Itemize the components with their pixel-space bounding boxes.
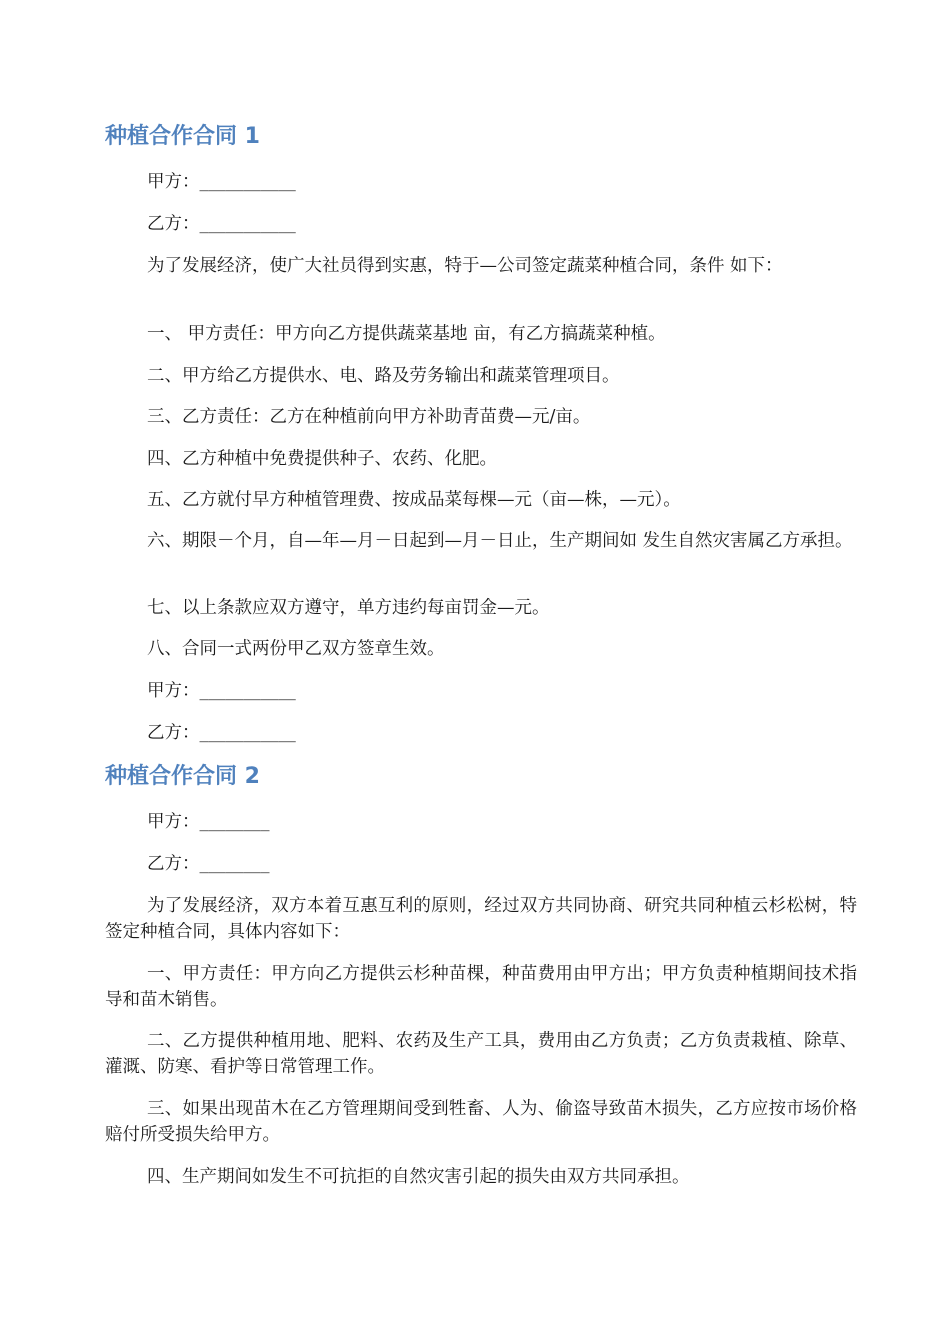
contract-2-clause-3: 三、如果出现苗木在乙方管理期间受到牲畜、人为、偷盗导致苗木损失，乙方应按市场价格赔付所受损失给甲方。 bbox=[105, 1099, 857, 1145]
contract-1-clause-3: 三、乙方责任：乙方在种植前向甲方补助青苗费—元/亩。 bbox=[147, 407, 591, 427]
contract-1-party-b: 乙方：___________ bbox=[147, 214, 296, 234]
contract-1-clause-7: 七、以上条款应双方遵守，单方违约每亩罚金—元。 bbox=[147, 598, 550, 618]
contract-1-clause-4: 四、乙方种植中免费提供种子、农药、化肥。 bbox=[147, 449, 497, 469]
contract-1-clause-2: 二、甲方给乙方提供水、电、路及劳务输出和蔬菜管理项目。 bbox=[147, 366, 620, 386]
contract-1-clause-1: 一、 甲方责任：甲方向乙方提供蔬菜基地 亩，有乙方搞蔬菜种植。 bbox=[147, 324, 666, 344]
contract-1-party-a: 甲方：___________ bbox=[147, 172, 296, 192]
contract-2-clause-1: 一、甲方责任：甲方向乙方提供云杉种苗棵，种苗费用由甲方出；甲方负责种植期间技术指导和苗木销售。 bbox=[105, 964, 857, 1010]
contract-2-title: 种植合作合同 2 bbox=[105, 764, 260, 789]
contract-1-intro: 为了发展经济，使广大社员得到实惠，特于—公司签定蔬菜种植合同，条件 如下： bbox=[147, 256, 783, 276]
contract-2-party-b: 乙方：________ bbox=[147, 854, 270, 874]
contract-2-clause-4: 四、生产期间如发生不可抗拒的自然灾害引起的损失由双方共同承担。 bbox=[147, 1167, 690, 1187]
contract-1-clause-6: 六、期限－个月，自—年—月－日起到—月－日止，生产期间如 发生自然灾害属乙方承担。 bbox=[147, 531, 853, 551]
contract-1-clause-5: 五、乙方就付早方种植管理费、按成品菜每棵—元（亩—株，—元）。 bbox=[147, 490, 681, 510]
contract-2-intro: 为了发展经济，双方本着互惠互利的原则，经过双方共同协商、研究共同种植云杉松树，特签定种植合同，具体内容如下： bbox=[105, 896, 857, 942]
contract-2-clause-2: 二、乙方提供种植用地、肥料、农药及生产工具，费用由乙方负责；乙方负责栽植、除草、灌溉、防寒、看护等日常管理工作。 bbox=[105, 1031, 857, 1077]
contract-1-title: 种植合作合同 1 bbox=[105, 124, 260, 149]
contract-1-sign-b: 乙方：___________ bbox=[147, 723, 296, 743]
contract-1-clause-8: 八、合同一式两份甲乙双方签章生效。 bbox=[147, 639, 445, 659]
contract-2-party-a: 甲方：________ bbox=[147, 812, 270, 832]
contract-1-sign-a: 甲方：___________ bbox=[147, 681, 296, 701]
